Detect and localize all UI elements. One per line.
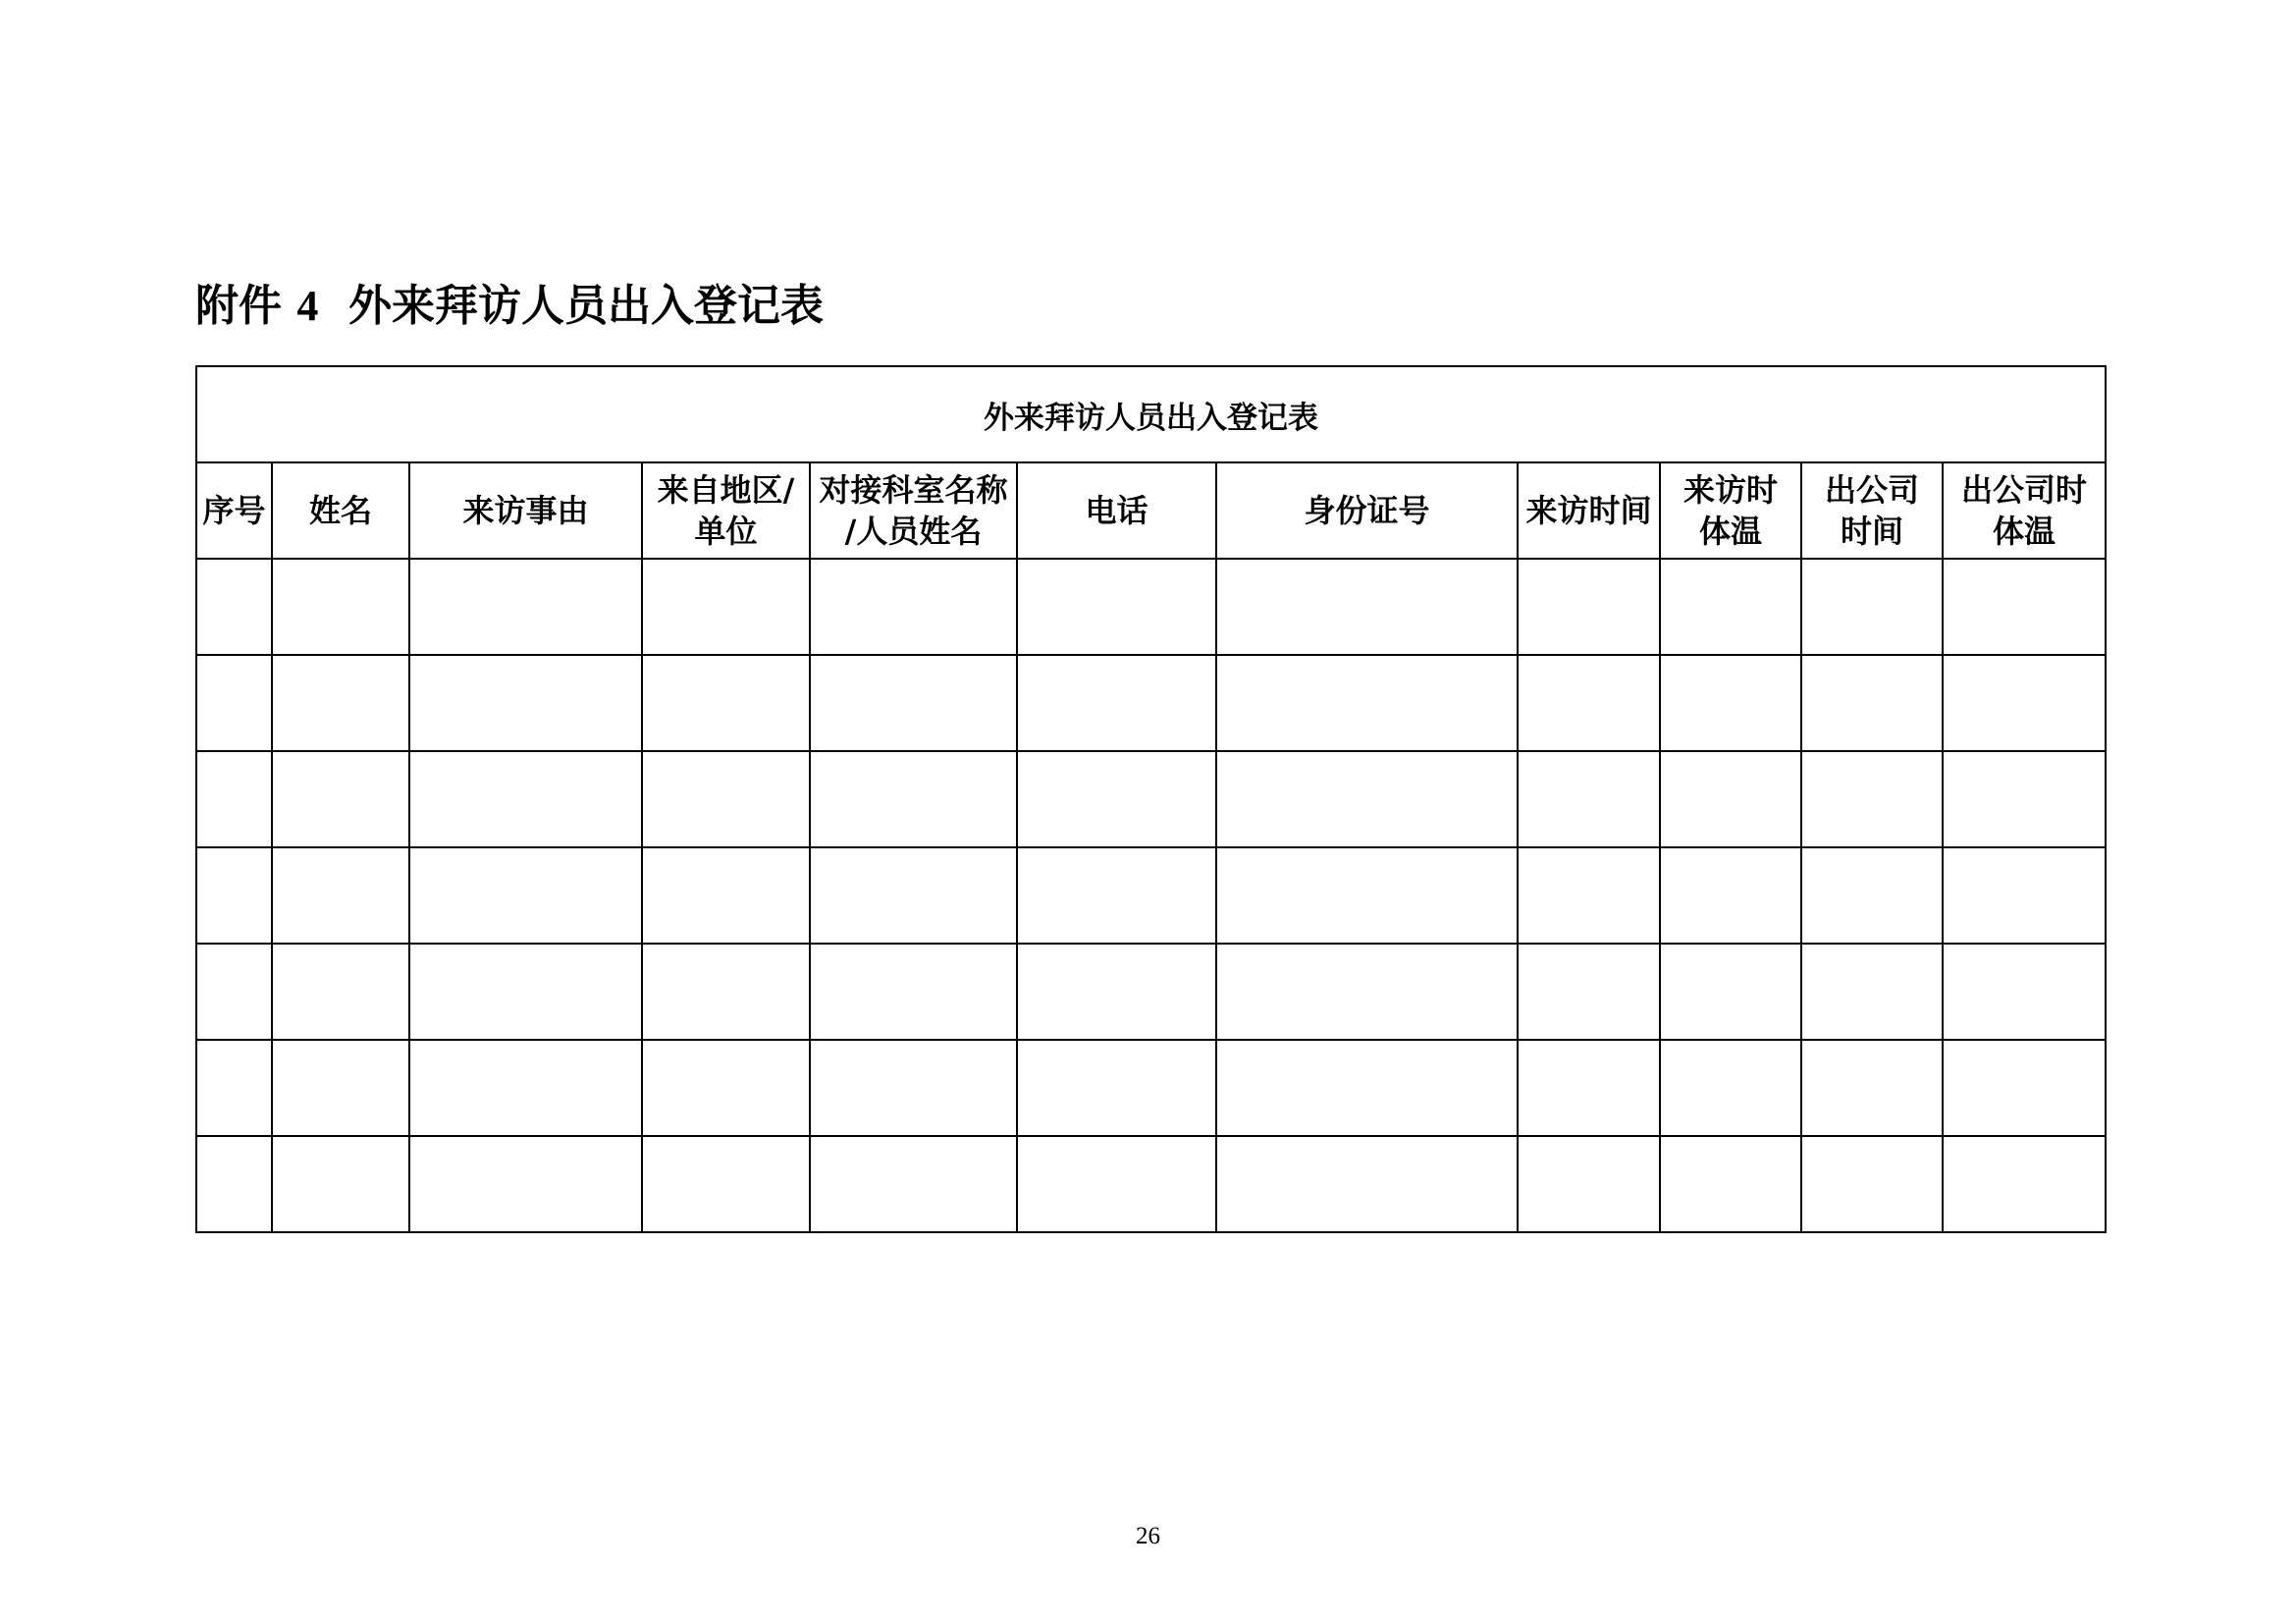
column-header-line: 体温	[1698, 513, 1762, 550]
column-header-line: 体温	[1993, 513, 2056, 550]
table-cell	[1943, 847, 2106, 944]
visitor-register-table	[195, 365, 2107, 1233]
table-cell	[810, 751, 1017, 847]
table-cell	[1518, 751, 1660, 847]
table-cell	[196, 1136, 272, 1232]
column-header	[1216, 462, 1518, 559]
table-cell	[272, 1136, 409, 1232]
column-header	[1518, 462, 1660, 559]
table-cell	[1518, 1040, 1660, 1136]
table-cell	[409, 751, 642, 847]
table-cell	[810, 847, 1017, 944]
table-cell	[642, 1040, 810, 1136]
table-cell	[1943, 1136, 2106, 1232]
column-header-line: 电话	[1085, 492, 1148, 529]
table-cell	[1660, 1040, 1801, 1136]
column-header	[272, 462, 409, 559]
table-cell	[1943, 559, 2106, 655]
column-header-line: 来访时间	[1525, 492, 1652, 529]
table-cell	[1801, 559, 1943, 655]
column-header-line: 单位	[694, 513, 758, 550]
table-cell	[196, 751, 272, 847]
table-cell	[810, 559, 1017, 655]
table-cell	[1017, 944, 1216, 1040]
table-cell	[409, 944, 642, 1040]
table-cell	[409, 559, 642, 655]
table-cell	[1518, 655, 1660, 751]
table-cell	[272, 847, 409, 944]
column-header-line: /人员姓名	[844, 513, 983, 550]
table-cell	[1801, 847, 1943, 944]
table-cell	[1660, 655, 1801, 751]
table-cell	[196, 655, 272, 751]
table-row	[196, 847, 2106, 944]
column-header	[1660, 462, 1801, 559]
table-cell	[1216, 655, 1518, 751]
table-cell	[1801, 751, 1943, 847]
column-header-line: 出公司时	[1961, 471, 2088, 509]
table-cell	[1518, 559, 1660, 655]
table-title-row	[196, 366, 2106, 462]
column-header	[810, 462, 1017, 559]
table-cell	[1801, 944, 1943, 1040]
table-row	[196, 655, 2106, 751]
table-cell	[810, 944, 1017, 1040]
table-cell	[409, 655, 642, 751]
table-cell	[642, 751, 810, 847]
table-cell	[1518, 847, 1660, 944]
table-cell	[272, 944, 409, 1040]
table-cell	[1216, 559, 1518, 655]
table-cell	[1801, 655, 1943, 751]
column-header-line: 出公司	[1824, 471, 1919, 509]
table-cell	[642, 655, 810, 751]
heading-prefix: 附件	[195, 281, 282, 331]
table-cell	[1660, 559, 1801, 655]
table-cell	[1017, 655, 1216, 751]
table-cell	[1017, 751, 1216, 847]
table-cell	[1017, 559, 1216, 655]
table-cell	[196, 1040, 272, 1136]
column-header-line: 身份证号	[1304, 492, 1430, 529]
table-cell	[1017, 847, 1216, 944]
table-cell	[642, 847, 810, 944]
table-cell	[196, 559, 272, 655]
table-cell	[272, 559, 409, 655]
table-cell	[196, 944, 272, 1040]
table-cell	[1943, 751, 2106, 847]
table-cell	[1216, 1136, 1518, 1232]
column-header-line: 来自地区/	[657, 471, 795, 509]
table-cell	[1660, 847, 1801, 944]
column-header-line: 姓名	[308, 492, 372, 529]
table-row	[196, 1136, 2106, 1232]
table-cell	[1943, 655, 2106, 751]
table-cell	[1216, 847, 1518, 944]
table-cell	[1660, 751, 1801, 847]
table-cell	[1801, 1040, 1943, 1136]
table-cell	[642, 559, 810, 655]
table-cell	[1518, 944, 1660, 1040]
column-header	[409, 462, 642, 559]
table-cell	[409, 1040, 642, 1136]
table-cell	[1943, 1040, 2106, 1136]
table-row	[196, 559, 2106, 655]
page-number: 26	[1136, 1523, 1160, 1549]
table-cell	[272, 751, 409, 847]
document-heading	[195, 277, 824, 336]
table-row	[196, 1040, 2106, 1136]
column-header	[1017, 462, 1216, 559]
table-body	[196, 559, 2106, 1232]
table-cell	[810, 1136, 1017, 1232]
table-row	[196, 944, 2106, 1040]
table-cell	[196, 847, 272, 944]
column-header-line: 来访时	[1682, 471, 1778, 509]
table-cell	[272, 655, 409, 751]
table-cell	[1216, 751, 1518, 847]
column-header-line: 来访事由	[462, 492, 589, 529]
heading-title: 外来拜访人员出入登记表	[347, 281, 824, 331]
column-header	[1801, 462, 1943, 559]
table-cell	[810, 1040, 1017, 1136]
heading-number: 4	[296, 282, 319, 330]
table-cell	[642, 1136, 810, 1232]
table-cell	[409, 847, 642, 944]
column-header	[196, 462, 272, 559]
table-cell	[1801, 1136, 1943, 1232]
table-cell	[1017, 1040, 1216, 1136]
table-cell	[1943, 944, 2106, 1040]
table-title: 外来拜访人员出入登记表	[196, 366, 2106, 462]
table-cell	[272, 1040, 409, 1136]
table-cell	[1660, 944, 1801, 1040]
table-row	[196, 751, 2106, 847]
column-header-line: 时间	[1840, 513, 1903, 550]
table-cell	[1216, 944, 1518, 1040]
column-header	[642, 462, 810, 559]
table-cell	[1216, 1040, 1518, 1136]
column-header	[1943, 462, 2106, 559]
table-cell	[1660, 1136, 1801, 1232]
table-header-row	[196, 462, 2106, 559]
table-cell	[642, 944, 810, 1040]
column-header-line: 序号	[202, 492, 266, 529]
table-cell	[1518, 1136, 1660, 1232]
table-cell	[1017, 1136, 1216, 1232]
column-header-line: 对接科室名称	[819, 471, 1008, 509]
table-cell	[810, 655, 1017, 751]
table-cell	[409, 1136, 642, 1232]
